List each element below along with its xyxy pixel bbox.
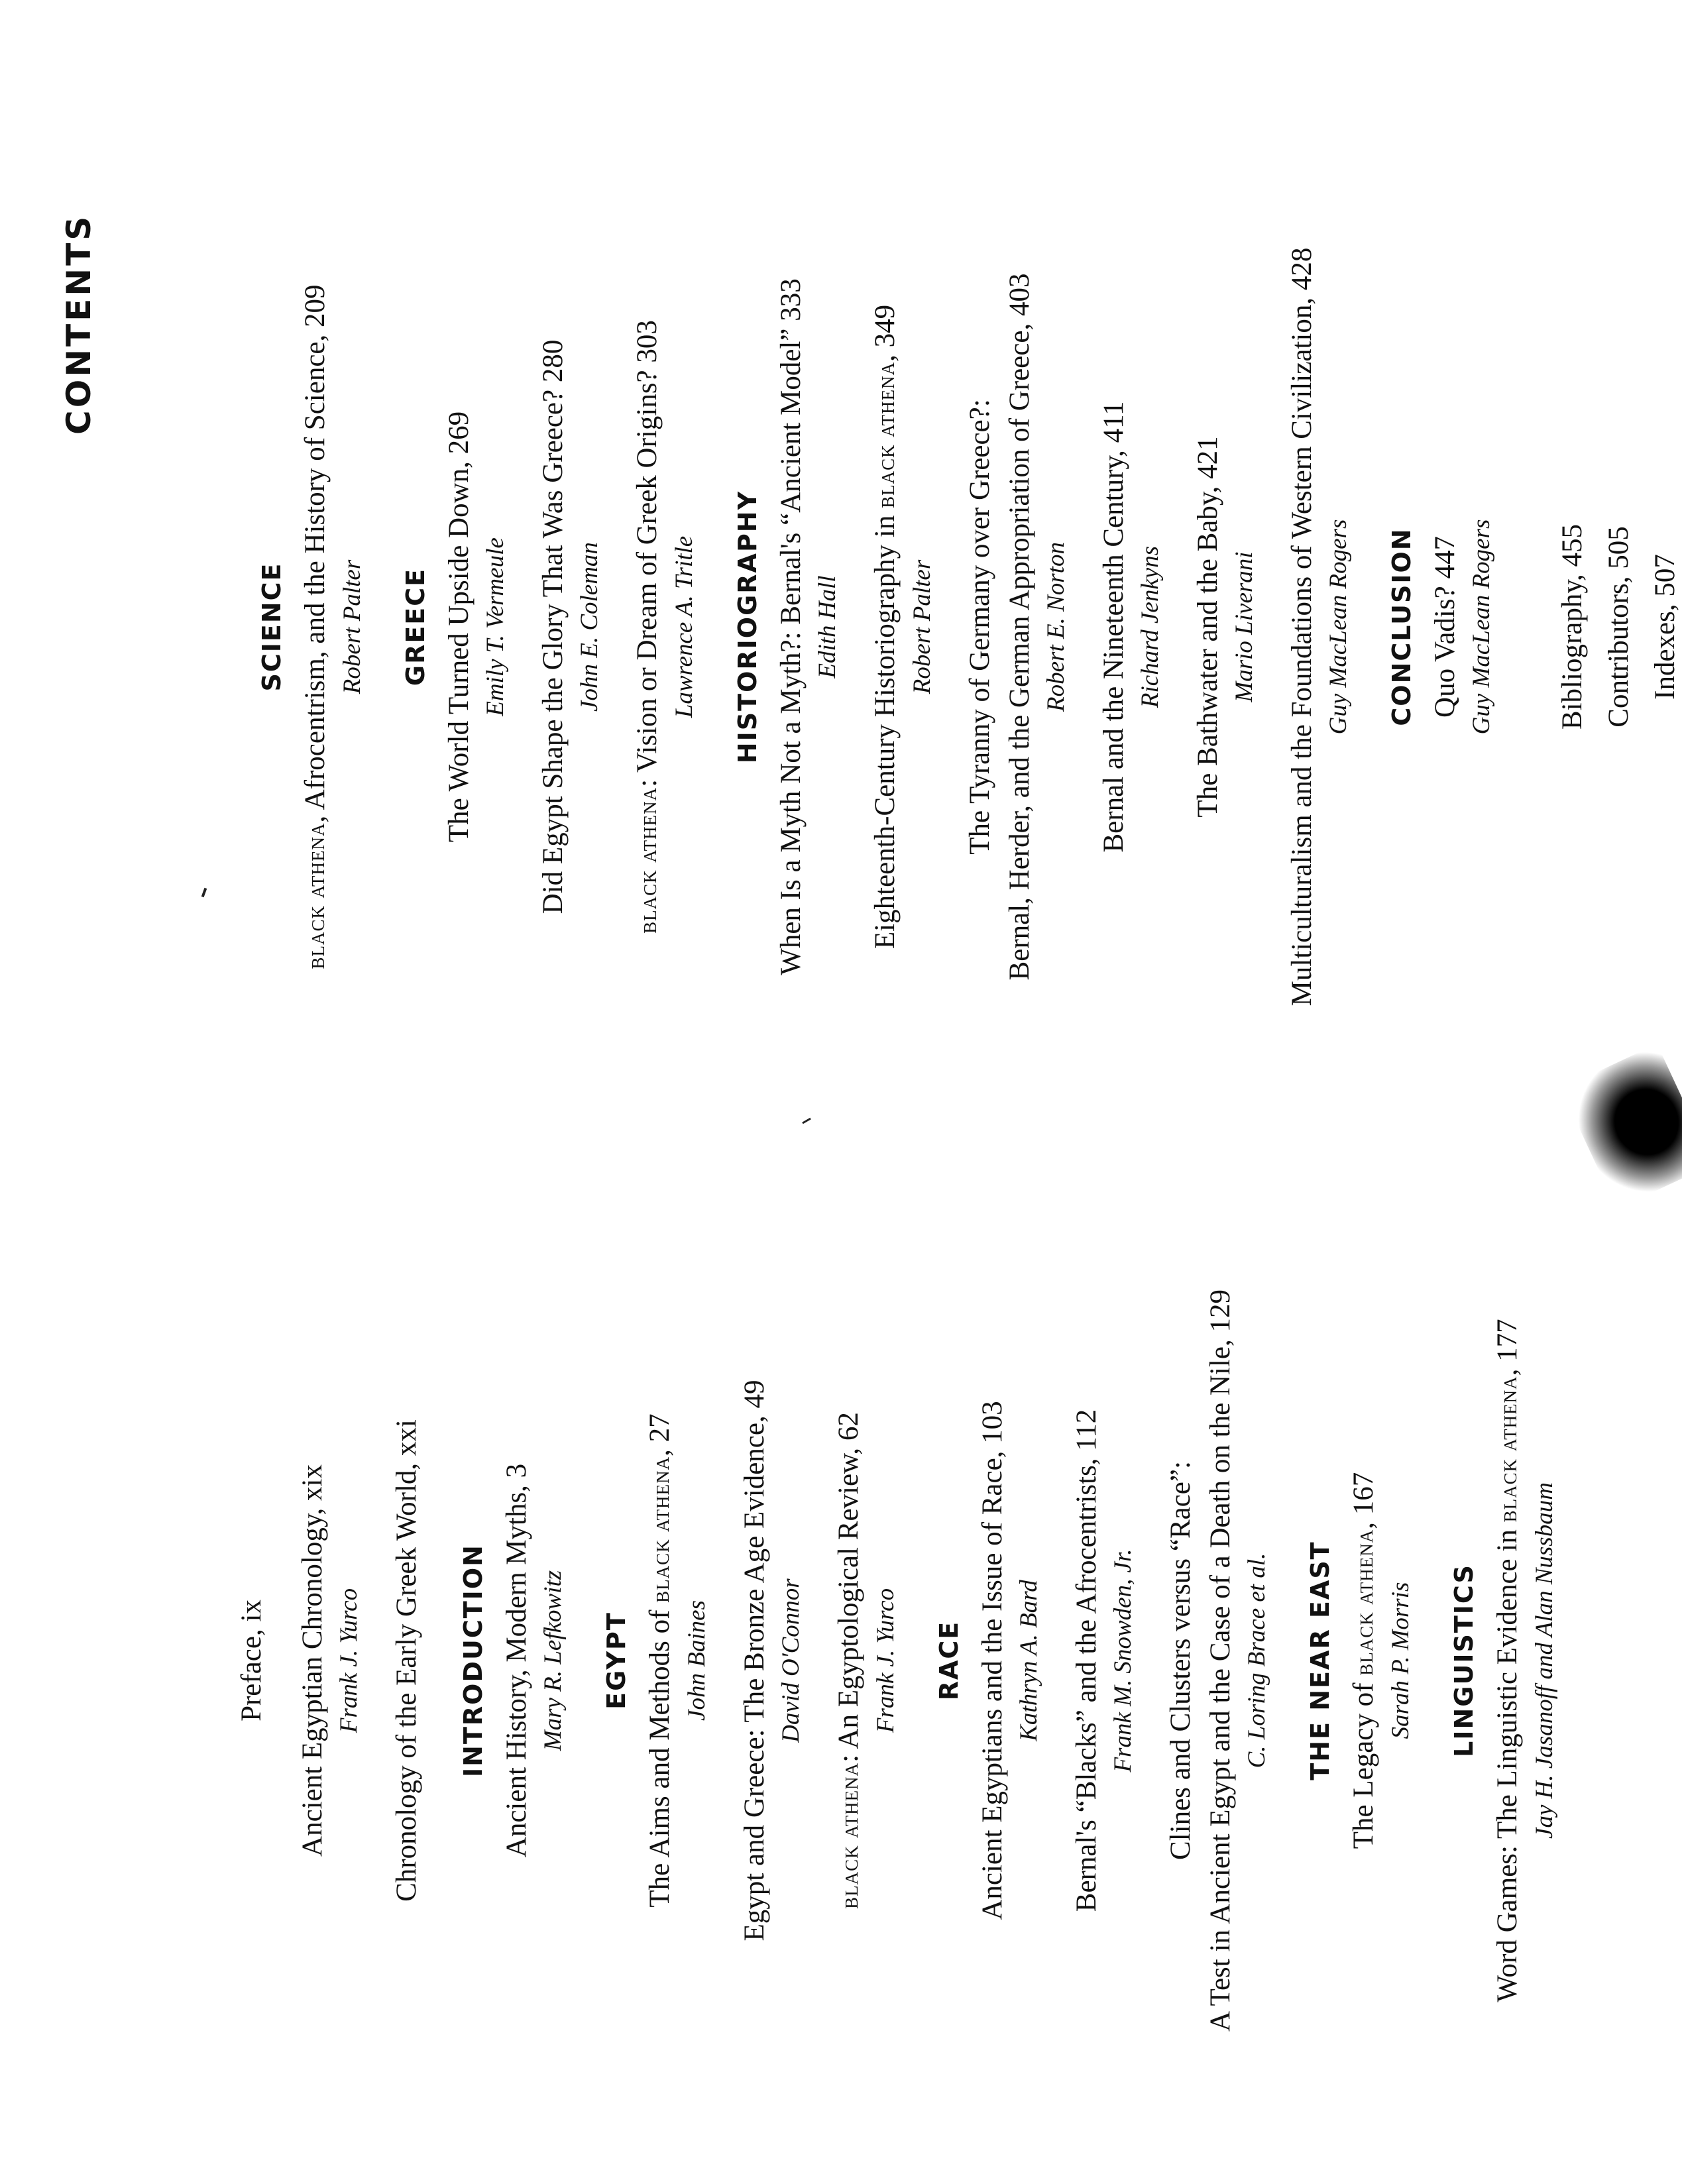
- entry-author: Frank J. Yurco: [872, 1588, 899, 1733]
- toc-entry: [960, 163, 1073, 1091]
- contents-column-left: [60, 1197, 1583, 2124]
- toc-entry: [829, 1197, 903, 2124]
- entry-title: Clines and Clusters versus “Race”:: [1165, 1461, 1196, 1860]
- entry-author: Robert E. Norton: [1042, 542, 1070, 712]
- contents-column-right: [225, 163, 1682, 1091]
- entry-author: John E. Coleman: [576, 542, 603, 712]
- section-heading-linguistics: LINGUISTICS: [1449, 1564, 1479, 1757]
- entry-title: Quo Vadis? 447: [1430, 536, 1461, 718]
- section-heading-race: RACE: [934, 1620, 964, 1701]
- toc-entry: [439, 163, 512, 1091]
- toc-entry: [1488, 1197, 1561, 2124]
- entry-title: Did Egypt Shape the Glory That Was Greece? 280: [537, 339, 569, 914]
- section-heading-egypt: EGYPT: [602, 1611, 631, 1710]
- entry-title: Preface, ix: [236, 1600, 267, 1721]
- toc-entry: [1646, 163, 1682, 1091]
- entry-title: When Is a Myth Not a Myth?: Bernal's “Ancient Model” 333: [775, 278, 807, 975]
- entry-author: Robert Palter: [909, 559, 936, 694]
- entry-author: Kathryn A. Bard: [1015, 1580, 1042, 1741]
- toc-entry: [533, 163, 606, 1091]
- toc-entry: [1161, 1197, 1274, 2124]
- entry-title: Ancient Egyptian Chronology, xix: [297, 1464, 328, 1857]
- entry-title: black athena: An Egyptological Review, 62: [833, 1412, 864, 1909]
- toc-entry: [1094, 163, 1167, 1091]
- entry-title: The World Turned Upside Down, 269: [443, 411, 475, 843]
- toc-entry: [1599, 163, 1639, 1091]
- entry-title: Ancient Egyptians and the Issue of Race, 103: [977, 1401, 1008, 1920]
- entry-author: C. Loring Brace et al.: [1243, 1553, 1270, 1769]
- entry-author: Jay H. Jasanoff and Alan Nussbaum: [1531, 1482, 1558, 1839]
- section-heading-conclusion: CONCLUSION: [1387, 527, 1416, 726]
- toc-entry: [296, 163, 369, 1091]
- toc-entry: [1282, 163, 1355, 1091]
- toc-entry: [387, 1197, 427, 2124]
- entry-title: Indexes, 507: [1650, 554, 1681, 700]
- entry-author: Guy MacLean Rogers: [1468, 519, 1495, 735]
- toc-entry: [293, 1197, 366, 2124]
- entry-title: Bibliography, 455: [1557, 523, 1588, 730]
- entry-author: David O'Connor: [777, 1578, 805, 1743]
- entry-title: Word Games: The Linguistic Evidence in black athena, 177: [1492, 1319, 1523, 2002]
- entry-title: black athena, Afrocentrism, and the History of Science, 209: [300, 284, 331, 969]
- entry-author: Mary R. Lefkowitz: [539, 1570, 567, 1751]
- toc-entry: [1344, 1197, 1418, 2124]
- entry-title: The Bathwater and the Baby, 421: [1192, 436, 1223, 818]
- entry-title: Multiculturalism and the Foundations of Western Civilization, 428: [1286, 247, 1318, 1007]
- toc-entry: [628, 163, 701, 1091]
- entry-title: The Legacy of black athena, 167: [1348, 1472, 1379, 1849]
- toc-entry: [973, 1197, 1046, 2124]
- entry-title-line-2: Bernal, Herder, and the German Appropriation of Greece, 403: [1004, 273, 1035, 981]
- toc-entry: [1426, 163, 1498, 1091]
- entry-title: The Aims and Methods of black athena, 27: [644, 1413, 675, 1908]
- entry-author: Richard Jenkyns: [1137, 545, 1164, 708]
- toc-entry: [771, 163, 844, 1091]
- entry-title-line-2: A Test in Ancient Egypt and the Case of a Death on the Nile, 129: [1205, 1289, 1236, 2032]
- entry-title: Bernal and the Nineteenth Century, 411: [1098, 401, 1129, 853]
- section-heading-introduction: INTRODUCTION: [459, 1544, 488, 1777]
- entry-title: Eighteenth-Century Historiography in black athena, 349: [869, 304, 901, 950]
- entry-author: Emily T. Vermeule: [482, 537, 509, 716]
- toc-entry: [497, 1197, 570, 2124]
- entry-author: Frank M. Snowden, Jr.: [1109, 1549, 1137, 1773]
- entry-author: Edith Hall: [814, 575, 841, 679]
- toc-entry: [1553, 163, 1593, 1091]
- toc-entry: [232, 1197, 272, 2124]
- entry-title: Bernal's “Blacks” and the Afrocentrists, 112: [1071, 1409, 1102, 1912]
- section-heading-historiography: HISTORIOGRAPHY: [733, 490, 762, 764]
- entry-author: Frank J. Yurco: [335, 1588, 363, 1733]
- section-heading-science: SCIENCE: [257, 562, 286, 692]
- toc-entry: [640, 1197, 714, 2124]
- toc-entry: [866, 163, 939, 1091]
- entry-author: Lawrence A. Tritle: [671, 535, 698, 718]
- entry-title: Contributors, 505: [1603, 526, 1634, 728]
- section-heading-greece: GREECE: [401, 567, 430, 686]
- entry-title: Egypt and Greece: The Bronze Age Evidence, 49: [739, 1380, 770, 1941]
- toc-entry: [1188, 163, 1261, 1091]
- entry-title: The Tyranny of Germany over Greece?:: [964, 399, 995, 855]
- entry-author: Guy MacLean Rogers: [1325, 519, 1352, 735]
- page-title: CONTENTS: [60, 213, 98, 435]
- entry-title: black athena: Vision or Dream of Greek Origins? 303: [632, 320, 663, 934]
- section-heading-near-east: THE NEAR EAST: [1306, 1541, 1335, 1780]
- entry-author: Sarah P. Morris: [1387, 1582, 1414, 1739]
- toc-entry: [735, 1197, 808, 2124]
- entry-author: Mario Liverani: [1231, 551, 1258, 702]
- entry-author: Robert Palter: [339, 559, 366, 694]
- toc-entry: [1067, 1197, 1140, 2124]
- entry-title: Ancient History, Modern Myths, 3: [501, 1463, 532, 1858]
- entry-author: John Baines: [683, 1600, 710, 1721]
- entry-title: Chronology of the Early Greek World, xxi: [391, 1419, 422, 1902]
